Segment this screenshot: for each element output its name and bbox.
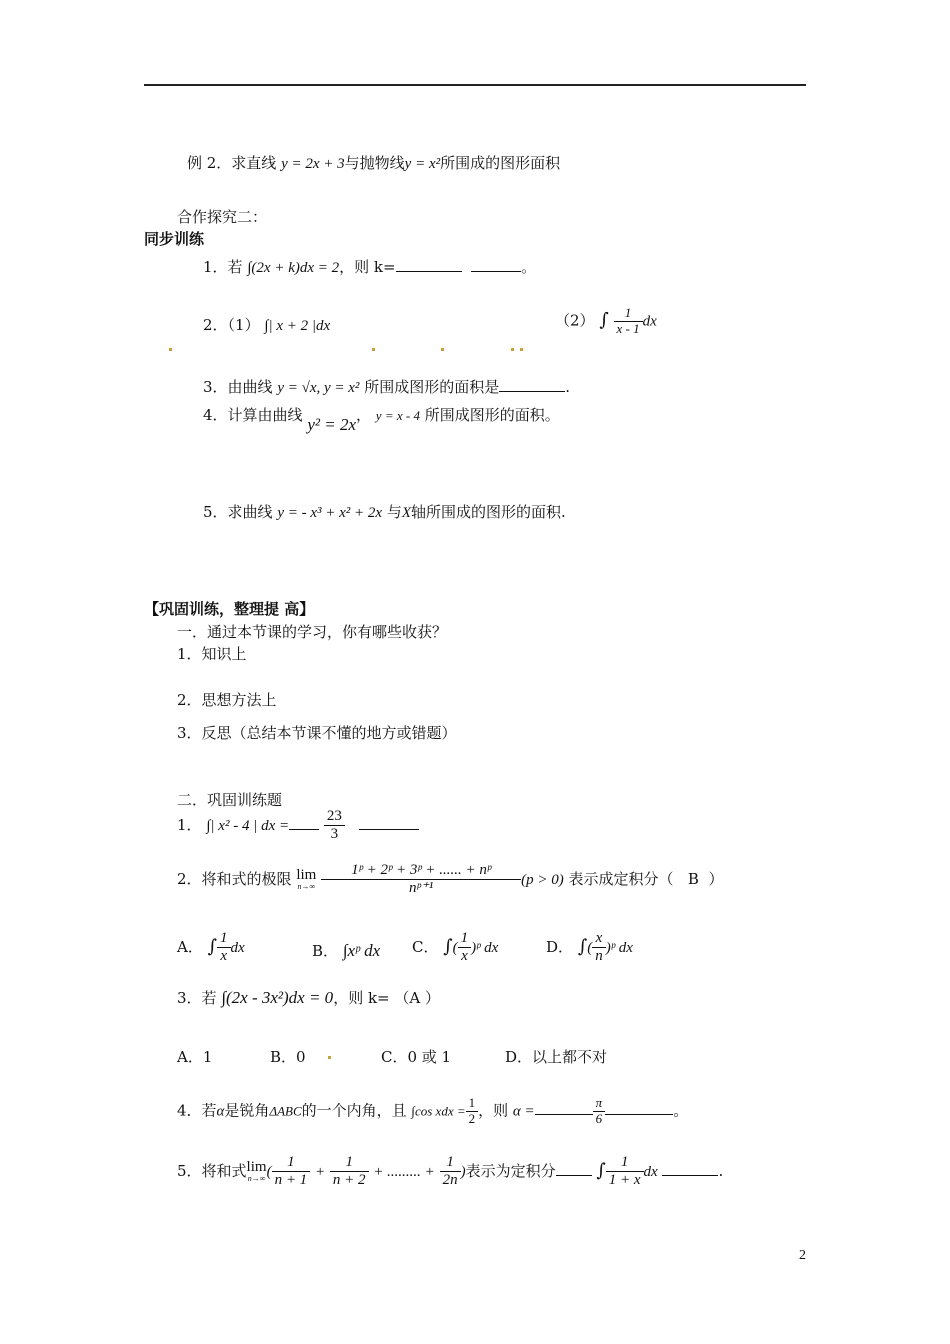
q3-expr: y = √x, y = x² <box>277 380 360 396</box>
q2-part2-label: （2） <box>555 311 595 330</box>
e5-lim-text: lim <box>246 1159 267 1176</box>
e5-t2-den: n + 2 <box>332 1172 366 1189</box>
q5-expr: y = - x³ + x² + 2x <box>277 505 383 521</box>
q1-blank-1[interactable] <box>396 257 462 272</box>
e4-triangle: ΔABC <box>269 1103 302 1119</box>
sync-q4 <box>203 404 560 434</box>
e4-end: 。 <box>673 1101 689 1120</box>
header-rule <box>144 84 806 86</box>
e4-half <box>466 1096 479 1127</box>
example-mid: 与抛物线 <box>344 154 405 172</box>
e2-cond: (p > 0) <box>521 871 564 888</box>
q5-tail: 轴所围成的图形的面积. <box>411 503 566 521</box>
option-c-label: C． <box>412 937 439 956</box>
q3-end: . <box>565 378 571 396</box>
option-a-frac <box>217 930 231 966</box>
e4-blank-2[interactable] <box>605 1100 673 1115</box>
q2-num: 2．（1） <box>203 316 260 334</box>
gain-item-1: 1．知识上 <box>177 645 247 663</box>
q5-axis: X <box>401 505 412 521</box>
e5-limit <box>247 1160 267 1183</box>
decor-dot <box>372 348 375 351</box>
e5-t1-num: 1 <box>272 1154 311 1172</box>
exercise-5: 5．将和式lim n→∞ ( $\frac{1}{n + 1}$ + $\frac{1}{n + 2}$ + ......... + $\frac{1}{2n}$ )表示为定积分 ∫ $\frac{1}{1 + x}$ dx . <box>177 1154 724 1189</box>
option-a-den: x <box>220 948 228 965</box>
e3-option-b[interactable]: B．0 <box>270 1048 306 1066</box>
e5-lim-sub: n→∞ <box>247 1174 266 1184</box>
e1-blank-2[interactable] <box>359 815 419 830</box>
q2-frac <box>614 306 643 337</box>
gain-item-3: 3．反思（总结本节课不懂的地方或错题） <box>177 724 457 742</box>
e2-frac-den: nᵖ⁺¹ <box>409 880 434 897</box>
e2-tail: 表示成定积分（ <box>568 869 674 888</box>
e1-expr: ∫| x² - 4 | dx = <box>206 817 290 834</box>
option-c-den: x <box>461 948 468 965</box>
line-equation: y = 2x + 3 <box>281 156 345 172</box>
integral-symbol: ∫ <box>443 935 453 957</box>
sync-q3 <box>203 376 570 397</box>
integral-symbol: ∫ <box>599 309 609 331</box>
q4-expr2: y = x - 4 <box>375 408 420 423</box>
e5-num: 5．将和式 <box>177 1161 247 1180</box>
sync-q1 <box>203 256 536 277</box>
e3-tail: ，则 k= <box>333 989 390 1007</box>
e5-dots: + ......... + <box>373 1163 435 1180</box>
e5-tail: 表示为定积分 <box>465 1161 556 1180</box>
e4-mid2: 的一个内角，且 <box>301 1101 407 1120</box>
q3-num: 3．由曲线 <box>203 378 273 396</box>
q1-end: 。 <box>521 258 537 276</box>
q2-frac-num: 1 <box>614 306 643 322</box>
e2-option-b[interactable] <box>312 940 380 961</box>
e4-alpha2: α = <box>512 1103 535 1120</box>
sync-q5 <box>203 501 566 522</box>
e2-answer: B <box>687 869 699 888</box>
exercise-3 <box>177 987 440 1008</box>
option-a-num: 1 <box>217 930 231 948</box>
parabola-equation: y = x² <box>404 156 441 172</box>
e2-option-c[interactable]: C． ∫( $\frac{1}{x}$ )ᵖ dx <box>412 930 499 965</box>
e2-option-a[interactable] <box>177 930 245 966</box>
coop-heading: 合作探究二： <box>177 208 268 226</box>
e5-t1-den: n + 1 <box>274 1172 308 1189</box>
e5-t3-den: 2n <box>442 1172 458 1189</box>
part1-heading: 一．通过本节课的学习，你有哪些收获？ <box>177 623 448 641</box>
option-d-den: n <box>595 948 603 965</box>
example-2 <box>187 152 560 173</box>
q4-num: 4．计算由曲线 <box>203 406 303 424</box>
e3-option-d[interactable]: D．以上都不对 <box>505 1048 608 1066</box>
e2-num: 2．将和式的极限 <box>177 869 292 888</box>
example-label: 例 2．求直线 <box>187 154 277 172</box>
example-tail: 所围成的图形面积 <box>440 154 561 172</box>
exercise-1 <box>177 808 419 844</box>
integral-symbol: ∫ <box>577 935 588 957</box>
e3-option-c[interactable]: C．0 或 1 <box>381 1048 452 1066</box>
e5-end: . <box>718 1161 724 1180</box>
sync-q2-part1 <box>203 314 330 335</box>
e1-blank-1[interactable] <box>289 815 319 830</box>
e4-half-num: 1 <box>466 1096 479 1112</box>
sync-q2-part2 <box>555 306 657 337</box>
q1-num: 1．若 <box>203 258 243 276</box>
q5-num: 5．求曲线 <box>203 503 273 521</box>
option-b-expr: ∫xᵖ dx <box>342 941 381 960</box>
e1-ans-den: 3 <box>330 826 339 843</box>
e5-t3-num: 1 <box>440 1154 461 1172</box>
e3-num: 3．若 <box>177 989 217 1007</box>
e4-alpha: α <box>216 1103 225 1120</box>
e5-term-3 <box>440 1154 461 1190</box>
e4-ans-den: 6 <box>595 1110 603 1126</box>
e4-mid: 是锐角 <box>224 1101 270 1120</box>
e2-lim-sub: n→∞ <box>297 882 316 892</box>
e5-t2-num: 1 <box>330 1154 369 1172</box>
part2-heading: 二．巩固训练题 <box>177 791 283 809</box>
e2-lim-text: lim <box>296 867 317 884</box>
e4-expr: ∫cos xdx = <box>411 1103 466 1119</box>
gain-item-2: 2．思想方法上 <box>177 691 277 709</box>
exercise-4 <box>177 1096 688 1127</box>
page-number: 2 <box>799 1248 806 1263</box>
e3-answer: （A ） <box>394 989 441 1007</box>
integral-symbol: ∫ <box>596 1159 606 1181</box>
e2-limit <box>296 868 316 891</box>
e5-blank-2[interactable] <box>662 1161 718 1176</box>
option-d-frac <box>592 930 606 966</box>
e4-half-den: 2 <box>468 1110 476 1126</box>
option-c-tail: )ᵖ dx <box>471 939 499 956</box>
e5-blank-1[interactable] <box>556 1161 592 1176</box>
e2-frac-num: 1ᵖ + 2ᵖ + 3ᵖ + ...... + nᵖ <box>321 862 521 880</box>
option-d-num: x <box>592 930 606 948</box>
e4-ans-num: π <box>593 1096 606 1112</box>
e2-frac <box>321 862 521 898</box>
q4-expr1: y² = 2x <box>307 415 356 434</box>
decor-dot <box>520 348 523 351</box>
e5-ans-tail: dx <box>643 1163 658 1180</box>
integral-symbol: ∫ <box>207 935 218 957</box>
decor-dot <box>169 348 172 351</box>
e5-ans-den: 1 + x <box>608 1172 641 1189</box>
decor-dot <box>441 348 444 351</box>
q1-blank-2[interactable] <box>471 257 521 272</box>
decor-dot <box>511 348 514 351</box>
option-d-label: D． <box>546 937 574 956</box>
option-d-tail: )ᵖ dx <box>605 939 633 956</box>
e4-tail: ，则 <box>478 1101 509 1120</box>
e2-close: ） <box>708 869 724 888</box>
e1-num: 1． <box>177 815 202 834</box>
q2-frac-den: x - 1 <box>616 320 640 336</box>
q3-blank[interactable] <box>499 377 565 392</box>
e5-term-2 <box>330 1154 369 1190</box>
consolidate-heading: 【巩固训练，整理提 高】 <box>144 600 315 618</box>
e5-term-1 <box>272 1154 311 1190</box>
q2-dx: dx <box>642 313 657 330</box>
option-a-label: A． <box>177 937 203 956</box>
e4-blank-1[interactable] <box>535 1100 593 1115</box>
sync-heading: 同步训练 <box>144 230 205 248</box>
q5-mid: 与 <box>386 503 402 521</box>
e3-option-a[interactable]: A．1 <box>177 1048 213 1066</box>
exercise-2 <box>177 862 723 898</box>
q3-tail: 所围成图形的面积是 <box>364 378 500 396</box>
decor-dot <box>328 1056 331 1059</box>
option-c-num: 1 <box>458 930 472 948</box>
e1-ans-num: 23 <box>324 808 345 826</box>
q4-sep: ， <box>356 406 372 424</box>
e2-option-d[interactable]: D． ∫( $\frac{x}{n}$ )ᵖ dx <box>546 930 633 965</box>
q1-expr: ∫(2x + k)dx = 2 <box>247 260 340 276</box>
e3-expr: ∫(2x - 3x²)dx = 0 <box>221 988 334 1007</box>
e1-answer <box>324 808 345 844</box>
e4-answer <box>593 1096 606 1127</box>
q2-expr1: ∫| x + 2 |dx <box>264 318 331 334</box>
q4-tail: 所围成图形的面积。 <box>424 406 560 424</box>
e5-ans-num: 1 <box>606 1154 644 1172</box>
option-c-frac <box>458 930 472 966</box>
e4-num: 4．若 <box>177 1101 217 1120</box>
option-b-label: B． <box>312 942 339 960</box>
q1-tail: ，则 k= <box>339 258 396 276</box>
e5-answer <box>606 1154 644 1190</box>
option-a-tail: dx <box>230 939 245 956</box>
